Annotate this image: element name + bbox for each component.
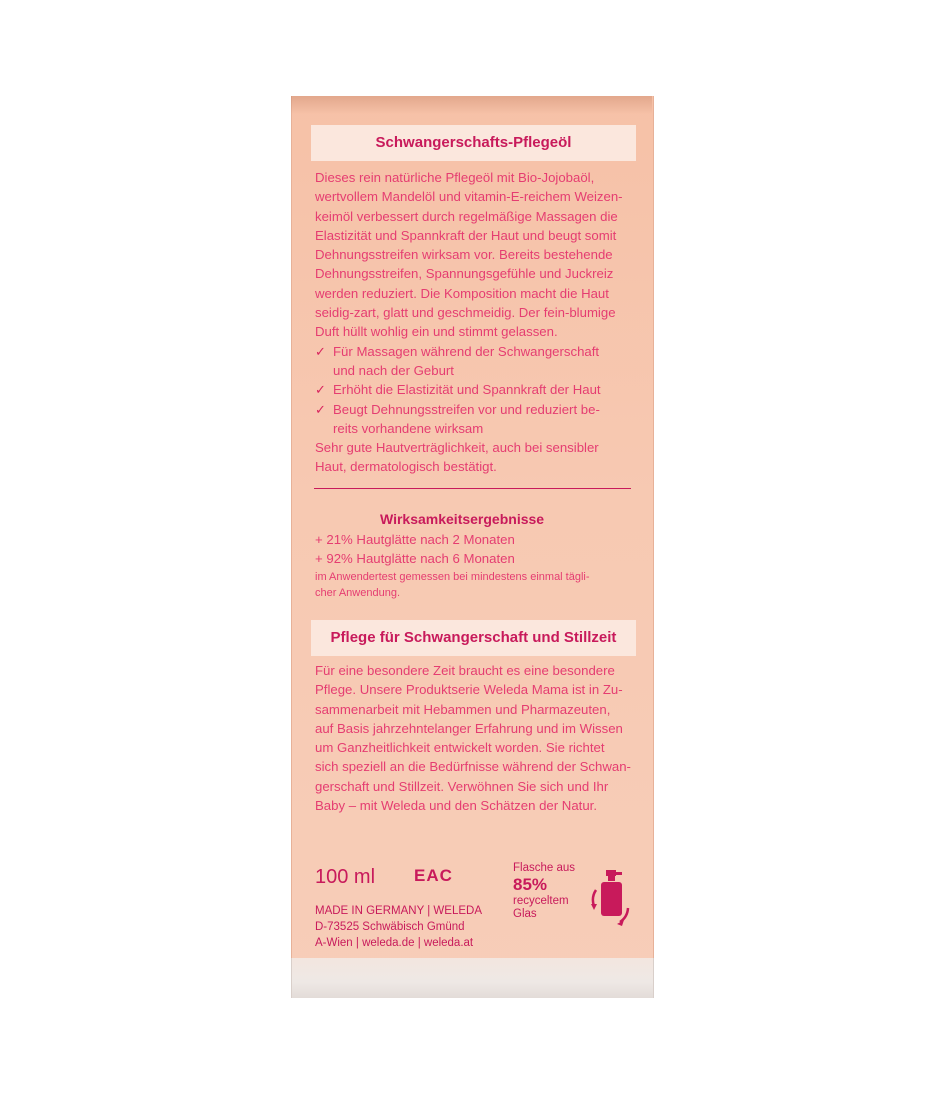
- package-bottom-flap: [291, 958, 654, 998]
- description-line: seidig-zart, glatt und geschmeidig. Der fein-blumige: [315, 305, 616, 321]
- benefit-text: reits vorhandene wirksam: [333, 420, 484, 436]
- description-line: Dehnungsstreifen, Spannungsgefühle und Juckreiz: [315, 266, 614, 282]
- eac-mark-icon: EAC: [414, 866, 453, 885]
- address-line: D-73525 Schwäbisch Gmünd: [315, 921, 465, 933]
- efficacy-line: + 92% Hautglätte nach 6 Monaten: [315, 551, 515, 567]
- efficacy-line: + 21% Hautglätte nach 2 Monaten: [315, 532, 515, 547]
- checkmark-icon: ✓: [315, 343, 326, 359]
- recycled-bottle-icon: [591, 868, 633, 926]
- recycle-percent: 85%: [513, 875, 548, 894]
- benefit-text: Erhöht die Elastizität und Spannkraft der Haut: [333, 382, 601, 398]
- efficacy-note: cher Anwendung.: [315, 586, 401, 599]
- recycle-text: Flasche aus: [513, 862, 576, 874]
- description-line: Duft hüllt wohlig ein und stimmt gelassen.: [315, 324, 558, 340]
- care-line: Pflege. Unsere Produktserie Weleda Mama ist in Zu-: [315, 682, 623, 698]
- section-divider: [314, 488, 631, 489]
- description-line: Dieses rein natürliche Pflegeöl mit Bio-Jojobaöl,: [315, 170, 595, 185]
- recycle-text: Glas: [513, 908, 537, 920]
- description-line: wertvollem Mandelöl und vitamin-E-reichem Weizen-: [315, 189, 623, 205]
- recycled-glass-label: [513, 862, 575, 921]
- benefit-list-item: [315, 400, 633, 439]
- description-line: werden reduziert. Die Komposition macht die Haut: [315, 285, 609, 301]
- description-line: Elastizität und Spannkraft der Haut und beugt somit: [315, 227, 617, 243]
- product-title: Schwangerschafts-Pflegeöl: [311, 125, 636, 161]
- efficacy-note: im Anwendertest gemessen bei mindestens einmal tägli-: [315, 570, 590, 583]
- care-line: sich speziell an die Bedürfnisse während der Schwan-: [315, 759, 631, 775]
- care-line: auf Basis jahrzehntelanger Erfahrung und im Wissen: [315, 720, 623, 736]
- care-line: um Ganzheitlichkeit entwickelt worden. Sie richtet: [315, 740, 605, 756]
- checkmark-icon: ✓: [315, 382, 326, 398]
- tolerance-line: Sehr gute Hautverträglichkeit, auch bei sensibler: [315, 440, 599, 456]
- description-line: Dehnungsstreifen wirksam vor. Bereits bestehende: [315, 247, 613, 263]
- benefit-text: und nach der Geburt: [333, 362, 454, 378]
- benefit-list-item: [315, 380, 633, 399]
- care-line: Für eine besondere Zeit braucht es eine besondere: [315, 663, 615, 678]
- tolerance-line: Haut, dermatologisch bestätigt.: [315, 459, 497, 475]
- recycle-text: recyceltem: [513, 895, 569, 907]
- care-heading: Pflege für Schwangerschaft und Stillzeit: [311, 620, 636, 656]
- volume-label: 100 ml: [315, 866, 376, 888]
- care-line: gerschaft und Stillzeit. Verwöhnen Sie sich und Ihr: [315, 778, 609, 794]
- efficacy-heading: Wirksamkeitsergebnisse: [380, 511, 545, 527]
- product-description: [315, 168, 633, 477]
- address-line: MADE IN GERMANY | WELEDA: [315, 905, 482, 917]
- care-line: sammenarbeit mit Hebammen und Pharmazeuten,: [315, 701, 611, 717]
- manufacturer-address: [315, 903, 482, 951]
- benefit-text: Beugt Dehnungsstreifen vor und reduziert be-: [333, 401, 600, 417]
- benefit-list-item: [315, 342, 633, 381]
- description-line: keimöl verbessert durch regelmäßige Massagen die: [315, 208, 618, 224]
- benefit-text: Für Massagen während der Schwangerschaft: [333, 343, 600, 359]
- address-line: A-Wien | weleda.de | weleda.at: [315, 937, 474, 949]
- efficacy-results: [315, 530, 635, 601]
- package-top-fold: [291, 96, 652, 114]
- care-line: Baby – mit Weleda und den Schätzen der Natur.: [315, 798, 597, 814]
- care-description: [315, 661, 635, 815]
- checkmark-icon: ✓: [315, 401, 326, 417]
